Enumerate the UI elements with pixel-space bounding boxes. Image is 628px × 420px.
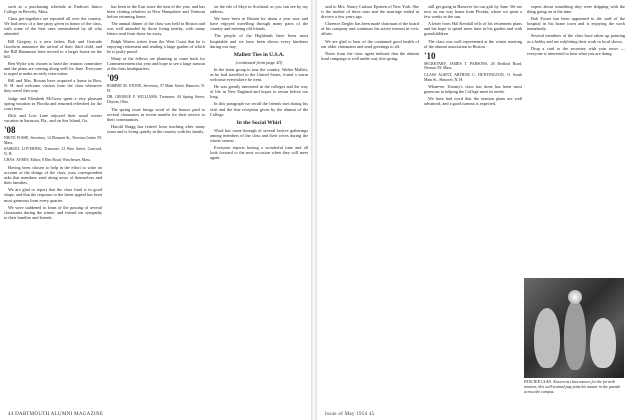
body-paragraph: Bob Foster has been appointed to the staff of the hospital in his home town and is enjoying the work immensely.	[527, 16, 625, 32]
body-paragraph: Dick and Lois Lane enjoyed their usual winter vacation in Sarasota, Fla., and on Sea Island, Ga.	[4, 112, 102, 123]
person-figure	[534, 308, 560, 368]
body-paragraph: Whatever Tommy's class has done has been most generous in helping the College meet its needs.	[424, 84, 522, 95]
right-column-1	[321, 4, 419, 396]
body-paragraph: The people of the Highlands have been most hospitable and we have been shown every kindness during our stay.	[210, 33, 308, 49]
class-officer-address: DR. GEORGE F. WILLIAMS, Treasurer, 44 Spring Street, Dayton, Ohio	[107, 95, 205, 104]
body-paragraph: said to Mrs. Nancy Carlson Epsteen of New York. She is the mother of three sons and the marriage ended in divorce a few years ago.	[321, 4, 419, 20]
class-officer-address: SAMUEL LOVERING, Treasurer, 21 Pine Street, Concord, N. H.	[4, 147, 102, 156]
right-column-2	[424, 4, 522, 396]
class-officer-address: SECRETARY, JAMES T. PARSONS, 26 Bedford Road, Newton 59, Mass.	[424, 61, 522, 71]
body-paragraph: Word has come through of several festive gatherings among members of the class and their wives during the winter season.	[210, 127, 308, 143]
body-paragraph: Judge and Elizabeth McGraw spent a very pleasant spring vacation in Florida and returned refreshed for the court term.	[4, 95, 102, 111]
body-paragraph: Ben Wylie was chosen to head the reunion committee and the plans are coming along well for June. Everyone is urged to make an early reservation.	[4, 60, 102, 77]
class-photo	[524, 278, 624, 378]
body-paragraph: The class was well represented at the winter meeting of the alumni association in Boston.	[424, 38, 522, 49]
body-paragraph: Drop a card to the secretary with your news — everyone is interested to hear what you are doing.	[527, 45, 625, 56]
body-paragraph: Bill Gregory is a new father; Bob and Gertrude Goodwin announce the arrival of their third child, and the Bill Hammons have moved to a larger house on the hill.	[4, 38, 102, 59]
section-heading: In the Social Whirl	[236, 119, 282, 126]
body-paragraph: Everyone reports having a wonderful time and all look forward to the next occasion when they will meet again.	[210, 144, 308, 161]
body-paragraph: Harold Bragg has retired from teaching after many years and is living quietly in the country with his family.	[107, 123, 205, 134]
body-paragraph: Several members of the class have taken up painting as a hobby and are exhibiting their work in local shows.	[527, 33, 625, 44]
body-paragraph: The spring issue brings word of the honors paid to several classmates in recent months for their service to their communities.	[107, 106, 205, 122]
class-officer-address: NIEVE FOSSE, Secretary, 14 Pleasant St., Newton Center 59, Mass.	[4, 135, 102, 145]
body-paragraph: A letter from Hal Kendall tells of his retirement plans and his hope to spend more time in his garden and with grandchildren.	[424, 21, 522, 37]
body-paragraph: Having been chosen to help in the effort to write an account of the doings of the class, your correspondent asks that members send along news of themselves and their families.	[4, 164, 102, 186]
class-officer-address: CLASS AGENT, ARTHUR C. HUNTINGTON, 11 South Main St., Hanover, N. H.	[424, 72, 522, 82]
body-paragraph: still get going in Hanover for our gals by June. We are now on our way home from Florida, where we spent a few weeks in the sun.	[424, 4, 522, 20]
body-paragraph: on the isle of Skye in Scotland, as you can see by my address.	[210, 4, 308, 15]
left-page	[0, 0, 311, 420]
body-paragraph: We have been in Britain for about a year now and have enjoyed travelling through many parts of the country and meeting old friends.	[210, 16, 308, 32]
right-column-3	[527, 4, 625, 274]
body-paragraph: Bill and Mrs. Rowan have acquired a home in Bow, N. H. and welcome visitors from the class whenever they travel that way.	[4, 78, 102, 94]
body-paragraph: In the latest group to tour the country, Walter Mallett, as he had travelled to the United States, found a warm welcome everywhere he went.	[210, 66, 308, 83]
right-page	[317, 0, 628, 420]
body-paragraph: Notes from the class agent indicate that the alumni fund campaign is well under way this spring.	[321, 50, 419, 61]
left-page-footer: 44 DARTMOUTH ALUMNI MAGAZINE	[8, 412, 104, 417]
class-year-heading: '10	[424, 50, 436, 61]
body-paragraph: Ralph Waters writes from the West Coast that he is enjoying retirement and tending a large garden of which he is justly proud.	[107, 38, 205, 54]
body-paragraph: The annual dinner of the class was held in Boston and was well attended by those living nearby, with many letters read from those far away.	[107, 21, 205, 37]
class-year-heading: '08	[4, 124, 16, 135]
photo-caption: FANCIER CLAN: Known as class mascot for the fortieth reunion, this well-trained pup joins his master in the parade across the campus.	[524, 379, 621, 394]
left-column-1	[4, 4, 102, 396]
body-paragraph: expert about something they were shipping with the thing going on at the time.	[527, 4, 625, 15]
body-paragraph: We were saddened to learn of the passing of several classmates during the winter, and extend our sympathy to their families and friends.	[4, 204, 102, 220]
body-paragraph: Class get-togethers are reported all over the country. We had news of a fine party given in honor of the class, with some of the best ones remembered by all who attended.	[4, 16, 102, 37]
body-paragraph: Many of the fellows are planning to come back for Commencement this year and hope to see a large turnout at the class headquarters.	[107, 55, 205, 72]
class-year-heading: '09	[107, 73, 119, 84]
body-paragraph: In this paragraph we recall the friends met during his visit and the fine reception given by the alumni of the College.	[210, 101, 308, 117]
body-paragraph: We are glad to report that the class fund is in good shape, and that the response to the latest appeal has been most generous from every quarter.	[4, 187, 102, 203]
body-paragraph: He was greatly interested in the colleges and the way of life in New England and hopes to return before too long.	[210, 84, 308, 100]
left-column-3	[210, 4, 308, 396]
trophy-shine	[568, 290, 582, 304]
body-paragraph: We are glad to hear of the continued good health of our older classmates and send greetings to all.	[321, 38, 419, 49]
person-figure	[564, 300, 586, 370]
class-officer-address: CHAS. AYRES, Editor, 8 Elm Road, Winchester, Mass.	[4, 158, 91, 163]
body-paragraph: has been in the East since the turn of the year, and has been visiting relatives in New Hampshire and Vermont before returning home.	[107, 4, 205, 20]
body-paragraph: We have had word that the reunion plans are well advanced, and a good turnout is expected.	[424, 96, 522, 107]
dog-figure	[590, 318, 616, 368]
body-paragraph: Clarence Ziegler has been made chairman of the board of his company and continues his active interest in civic affairs.	[321, 21, 419, 37]
left-column-2	[107, 4, 205, 396]
continued-note: (continued from page 43)	[235, 59, 283, 65]
body-paragraph: such as a purchasing schedule at Endicott Junior College in Beverly, Mass.	[4, 4, 102, 15]
section-heading: Mallett Ties in U.S.A.	[233, 51, 285, 58]
class-officer-address: ROBERT M. STONE, Secretary, 57 Main Street, Hanover, N. H.	[107, 84, 205, 93]
right-page-footer: Issue of May 1954 45	[325, 412, 375, 417]
